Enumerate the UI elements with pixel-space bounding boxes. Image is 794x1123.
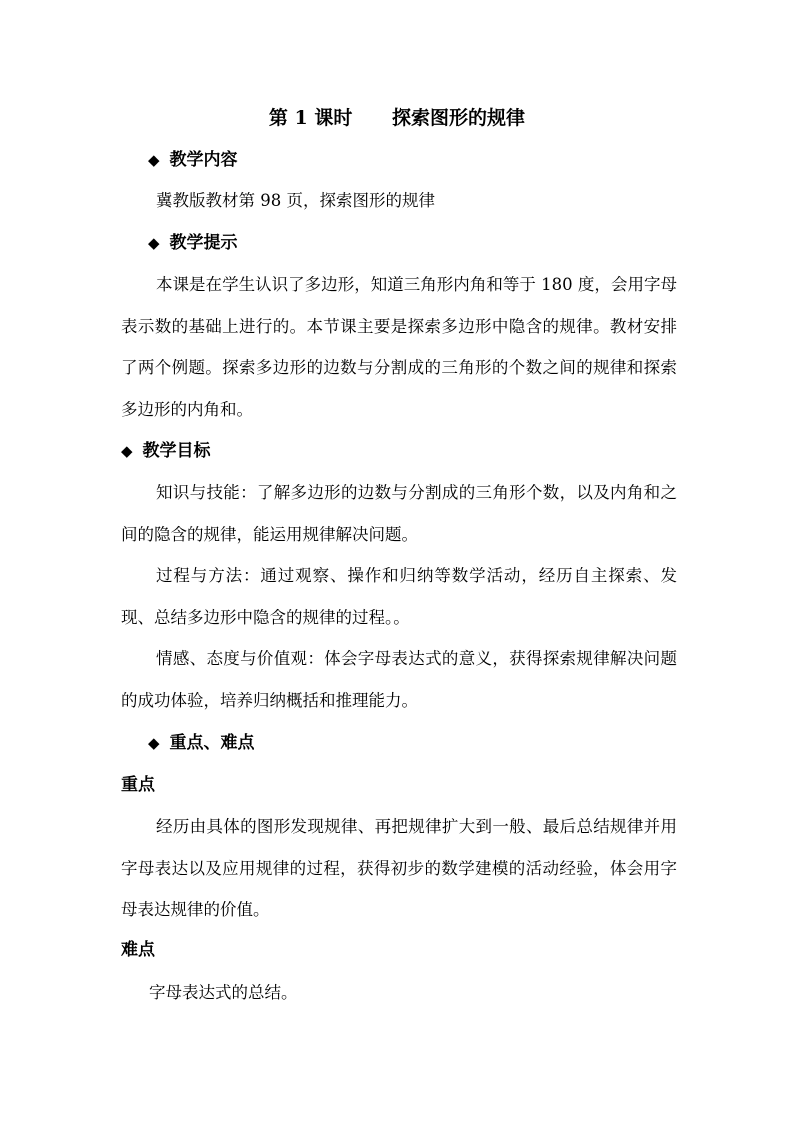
section-heading-content <box>148 148 238 172</box>
section-heading-key-label: 重点、难点 <box>169 733 255 753</box>
focus-paragraph: 经历由具体的图形发现规律、再把规律扩大到一般、最后总结规律并用字母表达以及应用规律的过程，获得初步的数学建模的活动经验，体会用字母表达规律的价值。 <box>121 817 677 919</box>
content-text: 冀教版教材第 98 页，探索图形的规律 <box>156 191 435 210</box>
difficulty-label: 难点 <box>121 940 155 960</box>
diamond-bullet-icon: ◆ <box>148 151 160 169</box>
diamond-bullet-icon: ◆ <box>121 442 133 460</box>
tips-paragraph: 本课是在学生认识了多边形，知道三角形内角和等于 180 度，会用字母表示数的基础上进行的。本节课主要是探索多边形中隐含的规律。教材安排了两个例题。探索多边形的边数与分割成的三角形的个数之间的规律和探索多边形的内角和。 <box>121 275 677 419</box>
section-heading-goals <box>121 439 211 463</box>
section-heading-tips-label: 教学提示 <box>169 233 238 253</box>
diamond-bullet-icon: ◆ <box>148 234 160 252</box>
section-heading-content-label: 教学内容 <box>169 150 238 170</box>
lesson-title: 第 1 课时 探索图形的规律 <box>268 107 526 129</box>
goal-knowledge-paragraph: 知识与技能：了解多边形的边数与分割成的三角形个数，以及内角和之间的隐含的规律，能运用规律解决问题。 <box>121 483 677 544</box>
section-heading-goals-label: 教学目标 <box>142 441 211 461</box>
focus-label: 重点 <box>121 775 155 795</box>
section-heading-key <box>148 731 255 755</box>
diamond-bullet-icon: ◆ <box>148 734 160 752</box>
goal-process-paragraph: 过程与方法：通过观察、操作和归纳等数学活动，经历自主探索、发现、总结多边形中隐含的规律的过程。。 <box>121 566 677 627</box>
section-heading-tips <box>148 231 238 255</box>
difficulty-text: 字母表达式的总结。 <box>149 983 298 1002</box>
goal-emotion-paragraph: 情感、态度与价值观：体会字母表达式的意义，获得探索规律解决问题的成功体验，培养归纳概括和推理能力。 <box>121 649 677 710</box>
